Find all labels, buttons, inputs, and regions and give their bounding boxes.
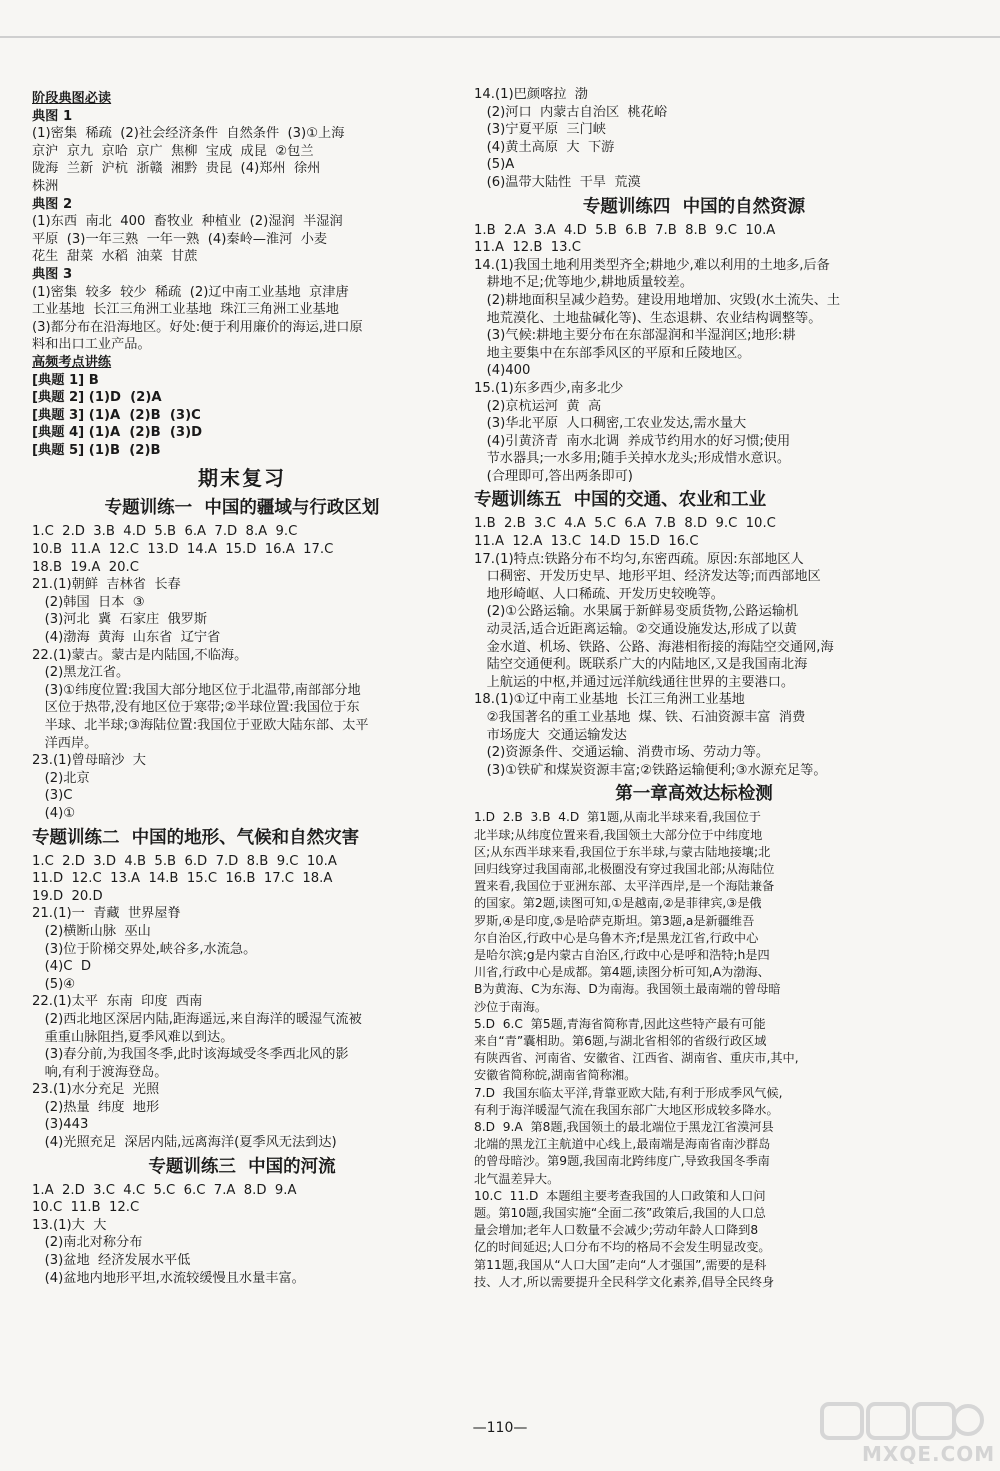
left-column (32, 90, 452, 1287)
explanation-line: 7.D 我国东临太平洋,背靠亚欧大陆,有利于形成季风气候, (474, 1085, 783, 1100)
answer-line: 14.(1)我国土地利用类型齐全;耕地少,难以利用的土地多,后备 (474, 257, 830, 273)
answer-line: 陆空交通便利。既联系广大的内陆地区,又是我国南北海 (474, 657, 808, 673)
answer-line: (3)华北平原 人口稠密,工农业发达,需水量大 (474, 416, 747, 432)
answer-line: (2)北京 (32, 770, 90, 786)
answer-line: (3)①铁矿和煤炭资源丰富;②铁路运输便利;③水源充足等。 (474, 762, 827, 778)
answer-line: (3)河北 冀 石家庄 俄罗斯 (32, 612, 208, 628)
topic-1-title: 专题训练一 中国的疆域与行政区划 (104, 498, 380, 519)
typical-map-3-answers (32, 284, 452, 354)
answer-line: 平原 (3)一年三熟 一年一熟 (4)秦岭—淮河 小麦 (32, 231, 328, 247)
topic-3-answers (32, 1182, 452, 1288)
answer-line: 21.(1)一 青藏 世界屋脊 (32, 906, 181, 922)
topic-3-title: 专题训练三 中国的河流 (148, 1156, 336, 1177)
answer-line: (4)光照充足 深居内陆,远离海洋(夏季风无法到达) (32, 1135, 337, 1151)
answer-line: (2)黑龙江省。 (32, 665, 130, 681)
answer-line: (4)盆地内地形平坦,水流较缓慢且水量丰富。 (32, 1270, 305, 1286)
right-column (474, 86, 914, 1291)
answer-line: (4)C D (32, 959, 92, 975)
explanation-line: 北气温差异大。 (474, 1171, 560, 1186)
answer-line: 金水道、机场、铁路、公路、海港相衔接的海陆空交通网,海 (474, 639, 834, 655)
explanation-line: 沙位于南海。 (474, 999, 548, 1014)
answer-line: 22.(1)太平 东南 印度 西南 (32, 994, 203, 1010)
answer-line: 23.(1)曾母暗沙 大 (32, 753, 146, 769)
explanation-line: 川省,行政中心是成都。第4题,读图分析可知,A为渤海、 (474, 965, 770, 980)
page-number: —110— (472, 1420, 528, 1436)
topic-4-title: 专题训练四 中国的自然资源 (582, 196, 806, 217)
final-review-title: 期末复习 (198, 466, 286, 491)
explanation-line: 10.C 11.D 本题组主要考查我国的人口政策和人口问 (474, 1188, 766, 1203)
section-title-stage-maps: 阶段典图必读 (32, 91, 112, 106)
explanation-line: 北半球;从纬度位置来看,我国领土大部分位于中纬度地 (474, 827, 763, 842)
answer-line: (4)黄土高原 大 下游 (474, 139, 615, 155)
answer-line: 耕地不足;优等地少,耕地质量较差。 (474, 275, 694, 291)
answer-line: 重重山脉阻挡,夏季风难以到达。 (32, 1029, 234, 1045)
answer-line: 口稠密、开发历史早、地形平坦、经济发达等;而西部地区 (474, 569, 821, 585)
answer-line: (1)密集 较多 较少 稀疏 (2)辽中南工业基地 京津唐 (32, 284, 349, 300)
explanation-line: 题。第10题,我国实施“全面二孩”政策后,我国的人口总 (474, 1206, 766, 1221)
answer-line: (3)①纬度位置:我国大部分地区位于北温带,南部部分地 (32, 682, 361, 698)
answer-line: 11.A 12.A 13.C 14.D 15.D 16.C (474, 534, 699, 550)
answer-line: 10.C 11.B 12.C (32, 1200, 140, 1216)
answer-line: 15.(1)东多西少,南多北少 (474, 380, 624, 396)
explanation-line: 区;从东西半球来看,我国位于东半球,与蒙古陆地接壤;北 (474, 844, 771, 859)
answer-line: 1.A 2.D 3.C 4.C 5.C 6.C 7.A 8.D 9.A (32, 1182, 297, 1198)
answer-line: 11.D 12.C 13.A 14.B 15.C 16.B 17.C 18.A (32, 871, 333, 887)
typical-question-line: [典题 3] (1)A (2)B (3)C (32, 407, 201, 423)
topic-5-answers (474, 515, 914, 779)
answer-line: 地主要集中在东部季风区的平原和丘陵地区。 (474, 345, 751, 361)
explanation-line: 安徽省简称皖,湖南省简称湘。 (474, 1068, 637, 1083)
explanation-line: 的国家。第2题,读图可知,①是越南,②是菲律宾,③是俄 (474, 896, 762, 911)
answer-line: (2)西北地区深居内陆,距海遥远,来自海洋的暖湿气流被 (32, 1011, 362, 1027)
typical-question-line: [典题 5] (1)B (2)B (32, 442, 161, 458)
topic-4-answers (474, 222, 914, 486)
answer-line: 区位于热带,没有地区位于寒带;②半球位置:我国位于东 (32, 700, 360, 716)
answer-line: (3)盆地 经济发展水平低 (32, 1253, 191, 1269)
explanation-line: 尔自治区,行政中心是乌鲁木齐;f是黑龙江省,行政中心 (474, 930, 759, 945)
answer-line: (2)耕地面积呈减少趋势。建设用地增加、灾毁(水土流失、土 (474, 292, 841, 308)
explanation-line: 北端的黑龙江主航道中心线上,最南端是海南省南沙群岛 (474, 1137, 771, 1152)
section-title-high-frequency: 高频考点讲练 (32, 354, 112, 370)
answer-line: 17.(1)特点:铁路分布不均匀,东密西疏。原因:东部地区人 (474, 551, 804, 567)
answer-line: (2)资源条件、交通运输、消费市场、劳动力等。 (474, 745, 770, 761)
typical-question-line: [典题 2] (1)D (2)A (32, 390, 162, 406)
answer-line: (3)春分前,为我国冬季,此时该海域受冬季西北风的影 (32, 1047, 349, 1063)
answer-line: (5)④ (32, 976, 76, 992)
typical-question-line: [典题 4] (1)A (2)B (3)D (32, 425, 203, 441)
answer-line: 株洲 (32, 178, 59, 194)
answer-line: (1)密集 稀疏 (2)社会经济条件 自然条件 (3)①上海 (32, 126, 345, 142)
answer-line: (3)443 (32, 1117, 89, 1133)
answer-line: (5)A (474, 157, 515, 173)
answer-line: 1.C 2.D 3.D 4.B 5.B 6.D 7.D 8.B 9.C 10.A (32, 853, 337, 869)
answer-line: 1.B 2.B 3.C 4.A 5.C 6.A 7.B 8.D 9.C 10.C (474, 516, 776, 532)
explanation-line: 第11题,我国从“人口大国”走向“人才强国”,需要的是科 (474, 1257, 767, 1272)
answer-line: 地形崎岖、人口稀疏、开发历史较晚等。 (474, 586, 724, 602)
answer-line: 21.(1)朝鲜 吉林省 长春 (32, 577, 181, 593)
answer-line: 10.B 11.A 12.C 13.D 14.A 15.D 16.A 17.C (32, 542, 334, 558)
answer-line: (4)引黄济青 南水北调 养成节约用水的好习惯;使用 (474, 433, 791, 449)
explanation-line: 1.D 2.B 3.B 4.D 第1题,从南北半球来看,我国位于 (474, 810, 761, 825)
answer-line: 陇海 兰新 沪杭 浙赣 湘黔 贵昆 (4)郑州 徐州 (32, 161, 321, 177)
answer-line: (4)① (32, 805, 76, 821)
typical-map-1-answers (32, 125, 452, 195)
explanation-line: 有陕西省、河南省、安徽省、江西省、湖南省、重庆市,其中, (474, 1051, 799, 1066)
answer-line: ②我国著名的重工业基地 煤、铁、石油资源丰富 消费 (474, 710, 806, 725)
explanation-line: 是哈尔滨;g是内蒙古自治区,行政中心是呼和浩特;h是四 (474, 948, 770, 962)
explanation-line: 量会增加;老年人口数量不会减少;劳动年龄人口降到8 (474, 1223, 759, 1238)
answer-line: 响,有利于渡海登岛。 (32, 1064, 168, 1080)
chapter-1-test-title: 第一章高效达标检测 (615, 784, 773, 805)
typical-question-line: [典题 1] B (32, 372, 99, 388)
explanation-line: 技、人才,所以需要提升全民科学文化素养,倡导全民终身 (474, 1274, 775, 1289)
answer-line: 14.(1)巴颜喀拉 渤 (474, 87, 588, 102)
typical-map-3-label: 典图 3 (32, 266, 73, 282)
answer-line: 1.C 2.D 3.B 4.D 5.B 6.A 7.D 8.A 9.C (32, 524, 298, 540)
explanation-line: 置来看,我国位于亚洲东部、太平洋西岸,是一个海陆兼备 (474, 879, 775, 894)
answer-line: (2)韩国 日本 ③ (32, 594, 145, 610)
answer-line: (3)都分布在沿海地区。好处:便于利用廉价的海运,进口原 (32, 319, 363, 335)
answer-line: (2)横断山脉 巫山 (32, 923, 151, 939)
topic-2-title: 专题训练二 中国的地形、气候和自然灾害 (32, 827, 360, 848)
answer-line: 1.B 2.A 3.A 4.D 5.B 6.B 7.B 8.B 9.C 10.A (474, 222, 776, 238)
answer-line: 京沪 京九 京哈 京广 焦柳 宝成 成昆 ②包兰 (32, 143, 314, 159)
answer-line: (3)气候:耕地主要分布在东部湿润和半湿润区;地形:耕 (474, 328, 796, 344)
answer-line: 市场庞大 交通运输发达 (474, 727, 627, 743)
chapter-1-test-explanations (474, 809, 914, 1291)
explanation-line: 来自“青”囊相助。第6题,与湖北省相邻的省级行政区域 (474, 1034, 767, 1049)
explanation-line: 罗斯,④是印度,⑤是哈萨克斯坦。第3题,a是新疆维吾 (474, 913, 755, 928)
topic-2-answers (32, 853, 452, 1152)
answer-line: (6)温带大陆性 干旱 荒漠 (474, 174, 641, 190)
explanation-line: 回归线穿过我国南部,北极圈没有穿过我国北部;从海陆位 (474, 861, 775, 876)
answer-line: 13.(1)大 大 (32, 1217, 107, 1233)
typical-questions-answers (32, 372, 452, 460)
answer-line: (2)河口 内蒙古自治区 桃花峪 (474, 104, 668, 120)
answer-line: 工业基地 长江三角洲工业基地 珠江三角洲工业基地 (32, 302, 339, 318)
watermark-text: MXQE.COM (862, 1442, 996, 1466)
answer-line: 节水器具;一水多用;随手关掉水龙头;形成惜水意识。 (474, 451, 791, 467)
answer-line: 料和出口工业产品。 (32, 337, 151, 353)
topic-1-answers (32, 523, 452, 822)
answer-line: (2)京杭运河 黄 高 (474, 398, 602, 414)
explanation-line: 的曾母暗沙。第9题,我国南北跨纬度广,导致我国冬季南 (474, 1154, 770, 1169)
explanation-line: 有利于海洋暖湿气流在我国东部广大地区形成较多降水。 (474, 1102, 779, 1117)
answer-line: (3)宁夏平原 三门峡 (474, 122, 606, 138)
answer-line: (合理即可,答出两条即可) (474, 468, 633, 484)
answer-line: 11.A 12.B 13.C (474, 240, 581, 256)
answer-line: 18.B 19.A 20.C (32, 559, 139, 575)
topic-5-title: 专题训练五 中国的交通、农业和工业 (474, 490, 767, 511)
answer-line: 洋西岸。 (32, 735, 98, 751)
answer-line: (3)C (32, 788, 73, 804)
explanation-line: B为黄海、C为东海、D为南海。我国领土最南端的曾母暗 (474, 982, 781, 997)
question-14-answers (474, 86, 914, 192)
answer-line: 半球、北半球;③海陆位置:我国位于亚欧大陆东部、太平 (32, 718, 369, 733)
answer-line: (4)渤海 黄海 山东省 辽宁省 (32, 630, 221, 646)
explanation-line: 5.D 6.C 第5题,青海省简称青,因此这些特产最有可能 (474, 1016, 766, 1031)
answer-line: 22.(1)蒙古。蒙古是内陆国,不临海。 (32, 647, 248, 663)
answer-line: (4)400 (474, 363, 531, 379)
answer-line: (2)南北对称分布 (32, 1235, 143, 1251)
typical-map-1-label: 典图 1 (32, 108, 73, 124)
answer-line: 23.(1)水分充足 光照 (32, 1082, 160, 1098)
answer-line: 动灵活,适合近距离运输。②交通设施发达,形成了以黄 (474, 622, 797, 638)
answer-line: 18.(1)①辽中南工业基地 长江三角洲工业基地 (474, 692, 745, 708)
answer-line: (1)东西 南北 400 畜牧业 种植业 (2)湿润 半湿润 (32, 214, 343, 230)
explanation-line: 8.D 9.A 第8题,我国领土的最北端位于黑龙江省漠河县 (474, 1120, 774, 1135)
explanation-line: 亿的时间延迟;人口分布不均的格局不会发生明显改变。 (474, 1240, 771, 1255)
typical-map-2-answers (32, 213, 452, 266)
answer-line: 上航运的中枢,并通过远洋航线通往世界的主要港口。 (474, 674, 795, 690)
answer-line: (3)位于阶梯交界处,峡谷多,水流急。 (32, 941, 257, 957)
answer-line: (2)①公路运输。水果属于新鲜易变质货物,公路运输机 (474, 604, 799, 620)
answer-line: 花生 甜菜 水稻 油菜 甘蔗 (32, 249, 198, 265)
top-border-line (0, 36, 1000, 38)
answer-line: 19.D 20.D (32, 888, 103, 904)
typical-map-2-label: 典图 2 (32, 196, 73, 212)
answer-line: 地荒漠化、土地盐碱化等)、生态退耕、农业结构调整等。 (474, 310, 822, 326)
answer-line: (2)热量 纬度 地形 (32, 1099, 160, 1115)
